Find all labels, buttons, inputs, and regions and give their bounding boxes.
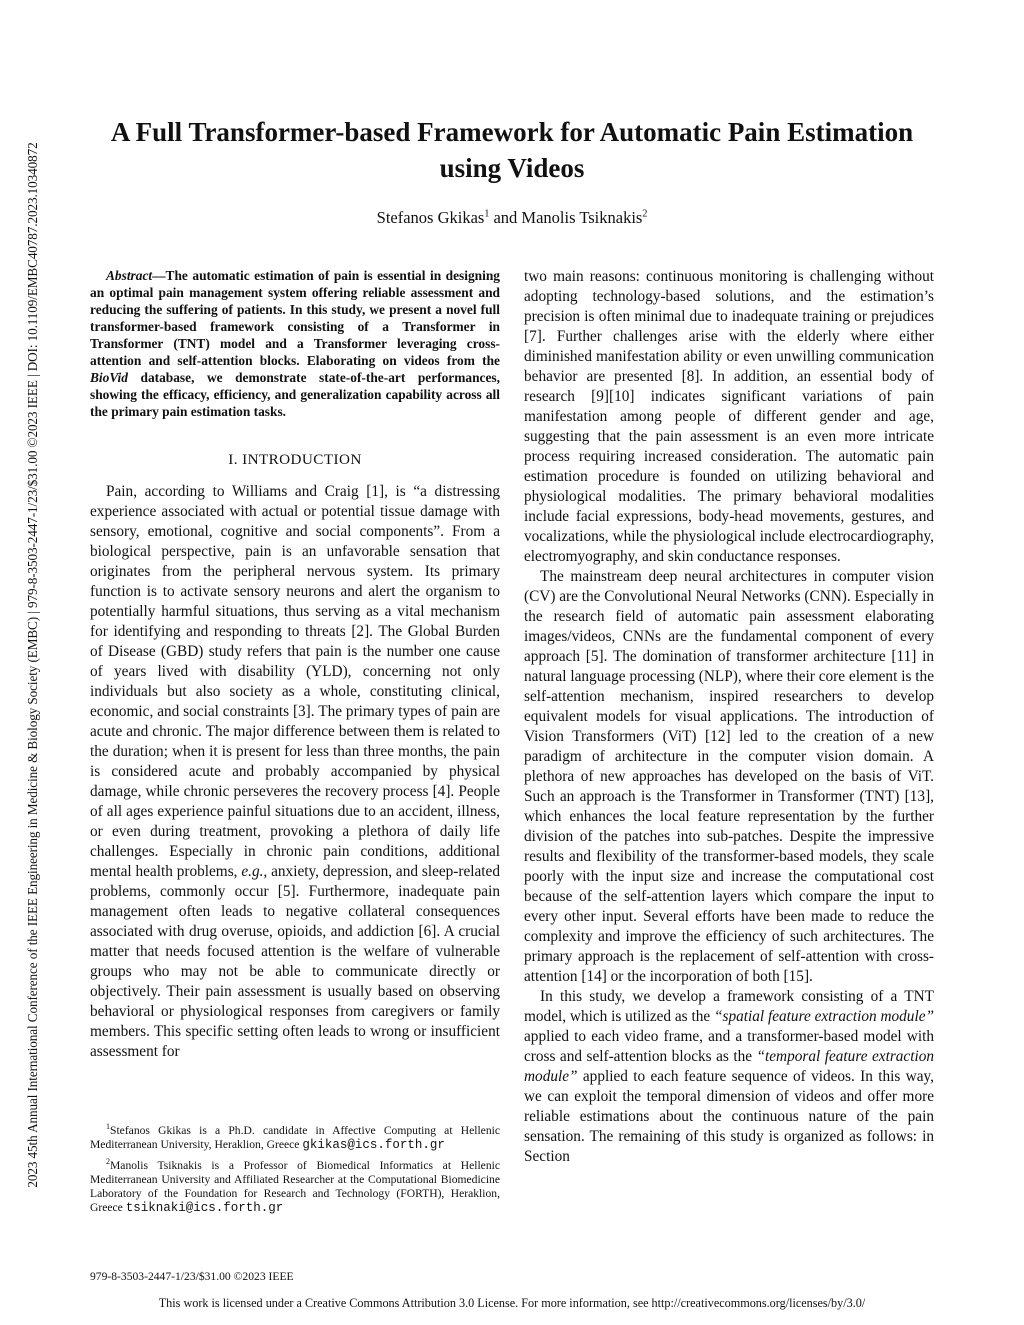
- intro-p3-text-b: applied to each video frame, and a transformer-based model with cross and self-attention blocks as the: [524, 1028, 934, 1065]
- footnote-1-email: gkikas@ics.forth.gr: [302, 1137, 445, 1152]
- footnotes: [90, 1120, 500, 1218]
- footnote-2-email: tsiknaki@ics.forth.gr: [125, 1200, 284, 1215]
- author-2-mark: 2: [642, 208, 648, 220]
- intro-paragraph-2: The mainstream deep neural architectures in computer vision (CV) are the Convolutional Neural Networks (CNN). Especially in the research field of automatic pain assessment elaborating images/videos, CNNs are the fundamental component of every approach [5]. The domination of transformer architecture [11] in natural language processing (NLP), where their core element is the self-attention mechanism, inspired researchers to develop equivalent models for visual applications. The introduction of Vision Transformers (ViT) [12] led to the creation of a new paradigm of architecture in the computer vision domain. A plethora of new approaches has developed on the basis of ViT. Such an approach is the Transformer in Transformer (TNT) [13], which enhances the local feature representation by the further division of the patches into sub-patches. Despite the impressive results and flexibility of the transformer-based models, they scale poorly with the input size and increase the computational cost because of the self-attention layers which compare the input to every other input. Several efforts have been made to reduce the complexity and improve the efficiency of such architectures. The primary approach is the replacement of self-attention with cross-attention [14] or the incorporation of both [15].: [524, 568, 934, 985]
- abstract-dash: —: [152, 268, 166, 283]
- intro-p3-text-a: In this study, we develop a framework consisting of a TNT model, which is utilized as the: [524, 988, 934, 1025]
- author-list: [80, 208, 944, 228]
- abstract-label: Abstract: [106, 268, 153, 283]
- footer-license-line: This work is licensed under a Creative Commons Attribution 3.0 License. For more information, see http://creativecommons.org/licenses/by/3.0/: [158, 1296, 866, 1310]
- intro-p1-text-b: anxiety, depression, and sleep-related problems, commonly occur [5]. Furthermore, inadequate pain management often leads to negative collateral consequences associated with drug overuse, opioids, and addiction [6]. A crucial matter that needs focused attention is the welfare of vulnerable groups who may not be able to communicate directly or objectively. Their pain assessment is usually based on observing behavioral or physiological responses from caregivers or family members. This specific setting often leads to wrong or insufficient assessment for: [90, 863, 500, 1060]
- section-heading-introduction: I. INTRODUCTION: [228, 451, 362, 468]
- paper-title: [80, 114, 944, 186]
- footnote-2: [90, 1155, 500, 1215]
- intro-p3-em-spatial: “spatial feature extraction module”: [714, 1008, 934, 1025]
- intro-p1-eg: e.g.,: [241, 863, 268, 880]
- author-1-mark: 1: [484, 208, 490, 220]
- intro-p3-em-temporal: “temporal feature extraction module”: [524, 1048, 935, 1085]
- footnote-1-mark: 1: [106, 1122, 110, 1131]
- side-margin-citation: [18, 120, 48, 1210]
- intro-paragraph-1-continued: two main reasons: continuous monitoring is challenging without adopting technology-based solutions, and the estimation’s precision is often minimal due to inadequate training or prejudices [7]. Further challenges arise with the elderly where either diminished manifestation ability or even unwilling communication behavior are presented [8]. In addition, an essential body of research [9][10] indicates significant variations of pain manifestation among people of different gender and age, suggesting that the pain assessment is an even more intricate process requiring increased consideration. The automatic pain estimation procedure is founded on utilizing behavioral and physiological modalities. The primary behavioral modalities include facial expressions, body-head movements, gestures, and vocalizations, while the physiological include electrocardiography, electromyography, and skin conductance responses.: [524, 268, 934, 565]
- conference-doi-text: 2023 45th Annual International Conference of the IEEE Engineering in Medicine & Biology Society (EMBC) | 979-8-3503-2447-1/23/$31.00 ©2023 IEEE | DOI: 10.1109/EMBC40787.2023.10340872: [25, 142, 40, 1188]
- author-2: Manolis Tsiknakis: [521, 208, 643, 227]
- footnote-2-text: Manolis Tsiknakis is a Professor of Biomedical Informatics at Hellenic Mediterranean University and Affiliated Researcher at the Computational Biomedicine Laboratory of the Foundation for Research and Technology (FORTH), Heraklion, Greece: [90, 1158, 500, 1214]
- author-conjunction: and: [489, 208, 522, 227]
- intro-p3-text-c: applied to each feature sequence of videos. In this way, we can exploit the temporal dimension of videos and offer more reliable estimations about the continuous nature of the pain sensation. The remaining of this study is organized as follows: in Section: [524, 1068, 934, 1165]
- abstract: [90, 267, 500, 420]
- author-1: Stefanos Gkikas: [376, 208, 485, 227]
- footnote-1: [90, 1120, 500, 1152]
- intro-paragraph-3: [524, 987, 934, 1167]
- left-column: [90, 267, 500, 1062]
- abstract-text-2: database, we demonstrate state-of-the-art performances, showing the efficacy, efficiency, and generalization capability across all the primary pain estimation tasks.: [90, 370, 500, 419]
- footer-price-line: 979-8-3503-2447-1/23/$31.00 ©2023 IEEE: [90, 1270, 294, 1283]
- footnote-1-text: Stefanos Gkikas is a Ph.D. candidate in Affective Computing at Hellenic Mediterranean University, Heraklion, Greece: [90, 1123, 500, 1151]
- intro-paragraph-1: [90, 482, 500, 1062]
- footnote-2-mark: 2: [106, 1156, 110, 1166]
- intro-p1-text-a: Pain, according to Williams and Craig [1], is “a distressing experience associated with actual or potential tissue damage with sensory, emotional, cognitive and social components”. From a biological perspective, pain is an unfavorable sensation that originates from the peripheral nervous system. Its primary function is to activate sensory neurons and alert the organism to potentially harmful situations, thus serving as a vital mechanism for identifying and responding to threats [2]. The Global Burden of Disease (GBD) study refers that pain is the number one cause of years lived with disability (YLD), concerning not only individuals but also society as a whole, constituting clinical, economic, and social constraints [3]. The primary types of pain are acute and chronic. The major difference between them is related to the duration; when it is present for less than three months, the pain is considered acute and probably accompanied by physical damage, while chronic perseveres the recovery process [4]. People of all ages experience painful situations due to an accident, illness, or even during treatment, provoking a plethora of daily life challenges. Especially in chronic pain conditions, additional mental health problems,: [90, 483, 500, 880]
- title-line-2: using Videos: [439, 153, 585, 183]
- abstract-dataset: BioVid: [90, 370, 128, 385]
- title-line-1: A Full Transformer-based Framework for Automatic Pain Estimation: [110, 117, 914, 147]
- abstract-text-1: The automatic estimation of pain is essential in designing an optimal pain management system offering reliable assessment and reducing the suffering of patients. In this study, we present a novel full transformer-based framework consisting of a Transformer in Transformer (TNT) model and a Transformer leveraging cross-attention and self-attention blocks. Elaborating on videos from the: [90, 268, 500, 368]
- right-column: [524, 267, 934, 1167]
